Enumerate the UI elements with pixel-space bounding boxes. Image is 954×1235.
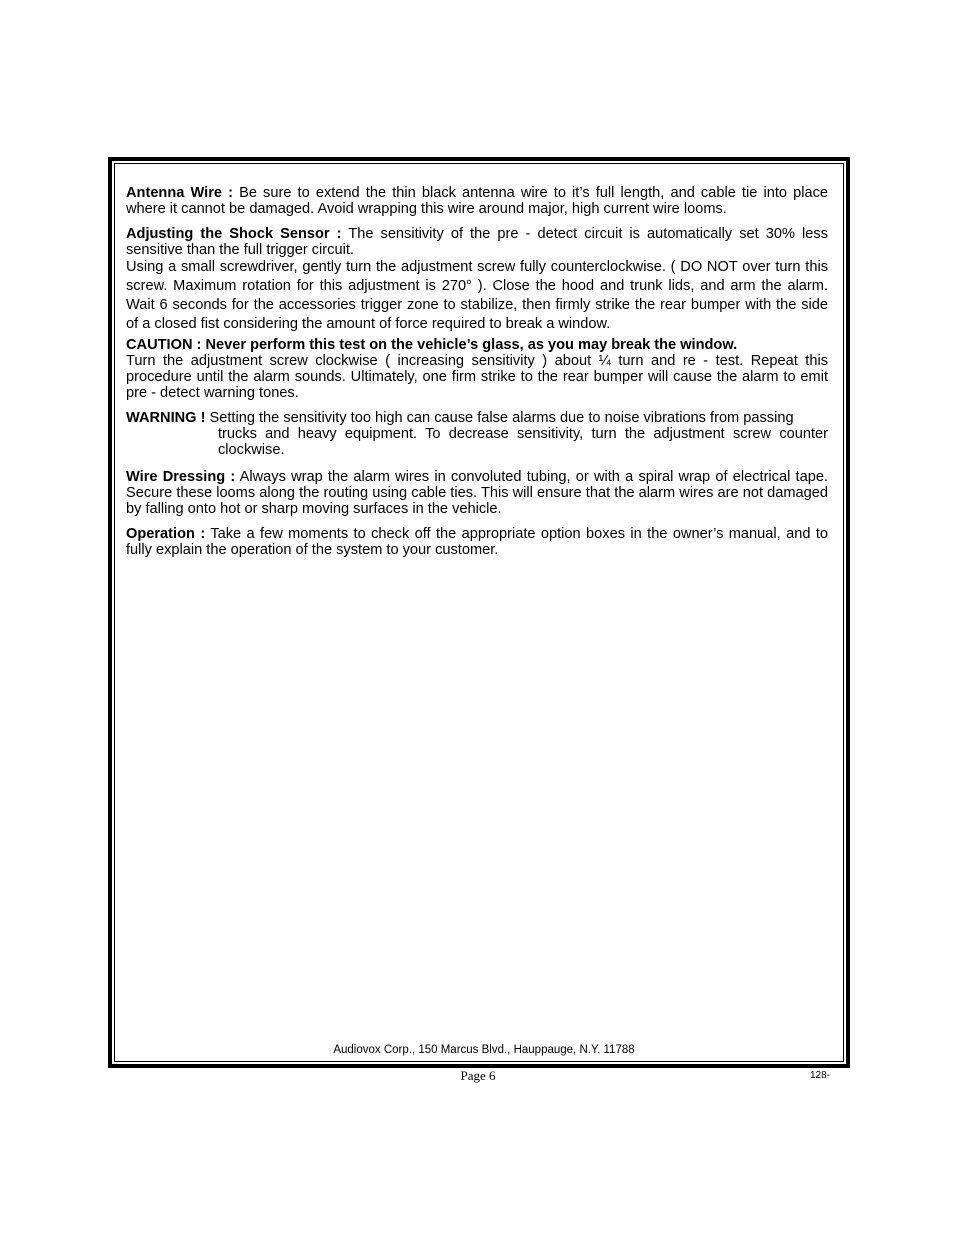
shock-sensor-paragraph <box>126 226 828 258</box>
wire-dressing-heading: Wire Dressing : <box>126 469 236 485</box>
antenna-wire-text: Be sure to extend the thin black antenna wire to it’s full length, and cable tie into place where it cannot be damaged. Avoid wrapping this wire around major, high current wire looms. <box>126 185 828 217</box>
shock-sensor-text: The sensitivity of the pre - detect circuit is automatically set 30% less sensitive than the full trigger circuit. <box>126 226 828 258</box>
warning-heading: WARNING ! <box>126 410 206 426</box>
warning-text-first-line: Setting the sensitivity too high can cause false alarms due to noise vibrations from passing <box>205 410 794 426</box>
warning-text-continued: trucks and heavy equipment. To decrease sensitivity, turn the adjustment screw counter clockwise. <box>218 426 828 458</box>
caution-followup-paragraph: Turn the adjustment screw clockwise ( increasing sensitivity ) about ¼ turn and re - test. Repeat this procedure until the alarm sounds. Ultimately, one firm strike to the rear bumper will cause the alarm to emit pre - detect warning tones. <box>126 353 828 401</box>
antenna-wire-heading: Antenna Wire : <box>126 185 233 201</box>
company-address: Audiovox Corp., 150 Marcus Blvd., Hauppauge, N.Y. 11788 <box>333 1044 635 1056</box>
caution-paragraph <box>126 337 828 353</box>
caution-text: CAUTION : Never perform this test on the vehicle’s glass, as you may break the window. <box>126 337 738 353</box>
shock-sensor-heading: Adjusting the Shock Sensor : <box>126 226 342 242</box>
document-body <box>126 185 828 558</box>
operation-text: Take a few moments to check off the appropriate option boxes in the owner’s manual, and to fully explain the operation of the system to your customer. <box>126 526 829 558</box>
wire-dressing-text: Always wrap the alarm wires in convoluted tubing, or with a spiral wrap of electrical tape. Secure these looms along the routing using cable ties. This will ensure that the alarm wires are not damaged by falling onto hot or sharp moving surfaces in the vehicle. <box>126 469 828 517</box>
document-code: 128- <box>809 1070 830 1081</box>
shock-sensor-procedure: Using a small screwdriver, gently turn the adjustment screw fully counterclockwise. ( DO NOT over turn this screw. Maximum rotation for this adjustment is 270° ). Close the hood and trunk lids, and arm the alarm. Wait 6 seconds for the accessories trigger zone to stabilize, then firmly strike the rear bumper with the side of a closed fist considering the amount of force required to break a window. <box>126 259 828 332</box>
operation-paragraph <box>126 526 828 558</box>
page-number: Page 6 <box>460 1068 496 1083</box>
wire-dressing-paragraph <box>126 469 828 517</box>
antenna-wire-paragraph <box>126 185 828 217</box>
operation-heading: Operation : <box>126 526 206 542</box>
warning-paragraph <box>126 410 828 426</box>
